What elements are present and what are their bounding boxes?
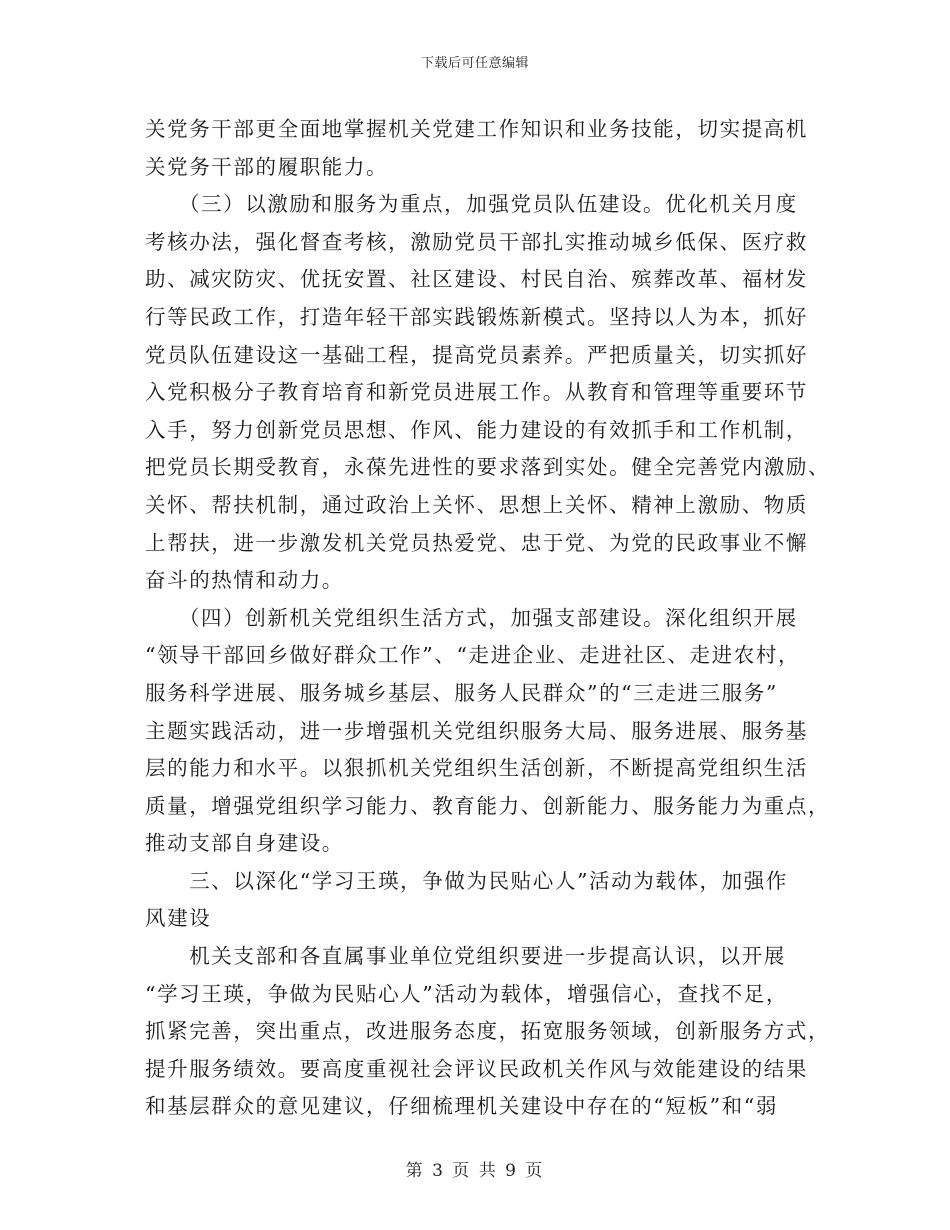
text-line: 质量，增强党组织学习能力、教育能力、创新能力、服务能力为重点，	[145, 793, 831, 818]
text-line: 服务科学进展、服务城乡基层、服务人民群众”的“三走进三服务”	[145, 680, 778, 705]
text-line: 入党积极分子教育培育和新党员进展工作。从教育和管理等重要环节	[145, 380, 808, 405]
text-line: “领导干部回乡做好群众工作”、“走进企业、走进社区、走进农村，	[145, 643, 801, 668]
text-line: 助、减灾防灾、优抚安置、社区建设、村民自治、殡葬改革、福材发	[145, 267, 808, 292]
text-line: 推动支部自身建设。	[145, 831, 344, 856]
text-line: 和基层群众的意见建议，仔细梳理机关建设中存在的“短板”和“弱	[145, 1094, 778, 1119]
text-line: 关怀、帮扶机制，通过政治上关怀、思想上关怀、精神上激励、物质	[145, 492, 808, 517]
text-line: “学习王瑛，争做为民贴心人”活动为载体，增强信心，查找不足，	[145, 981, 788, 1006]
text-line: （三）以激励和服务为重点，加强党员队伍建设。优化机关月度	[145, 192, 798, 217]
text-line: 提升服务绩效。要高度重视社会评议民政机关作风与效能建设的结果	[145, 1056, 808, 1081]
text-line: 机关支部和各直属事业单位党组织要进一步提高认识，以开展	[145, 944, 786, 969]
text-line: 入手，努力创新党员思想、作风、能力建设的有效抓手和工作机制，	[145, 417, 808, 442]
page-number-footer: 第 3 页 共 9 页	[405, 1161, 545, 1181]
text-line: 关党务干部更全面地掌握机关党建工作知识和业务技能，切实提高机	[145, 117, 808, 141]
document-body	[145, 111, 831, 1126]
text-line: 抓紧完善，突出重点，改进服务态度，拓宽服务领域，创新服务方式，	[145, 1019, 831, 1044]
text-line: 上帮扶，进一步激发机关党员热爱党、忠于党、为党的民政事业不懈	[145, 530, 808, 555]
text-line: 三、以深化“学习王瑛，争做为民贴心人”活动为载体，加强作	[145, 868, 788, 893]
text-line: 奋斗的热情和动力。	[145, 568, 344, 593]
text-line: 行等民政工作，打造年轻干部实践锻炼新模式。坚持以人为本，抓好	[145, 304, 808, 329]
text-line: 风建设	[145, 906, 212, 931]
page-header: 下载后可任意编辑	[420, 56, 529, 71]
text-line: 把党员长期受教育，永葆先进性的要求落到实处。健全完善党内激励、	[145, 455, 831, 480]
text-line: 层的能力和水平。以狠抓机关党组织生活创新，不断提高党组织生活	[145, 756, 808, 781]
text-line: 党员队伍建设这一基础工程，提高党员素养。严把质量关，切实抓好	[145, 342, 808, 367]
text-line: （四）创新机关党组织生活方式，加强支部建设。深化组织开展	[145, 605, 798, 630]
text-line: 关党务干部的履职能力。	[145, 154, 389, 179]
text-line: 主题实践活动，进一步增强机关党组织服务大局、服务进展、服务基	[145, 718, 808, 743]
text-line: 考核办法，强化督查考核，激励党员干部扎实推动城乡低保、医疗救	[145, 229, 808, 254]
